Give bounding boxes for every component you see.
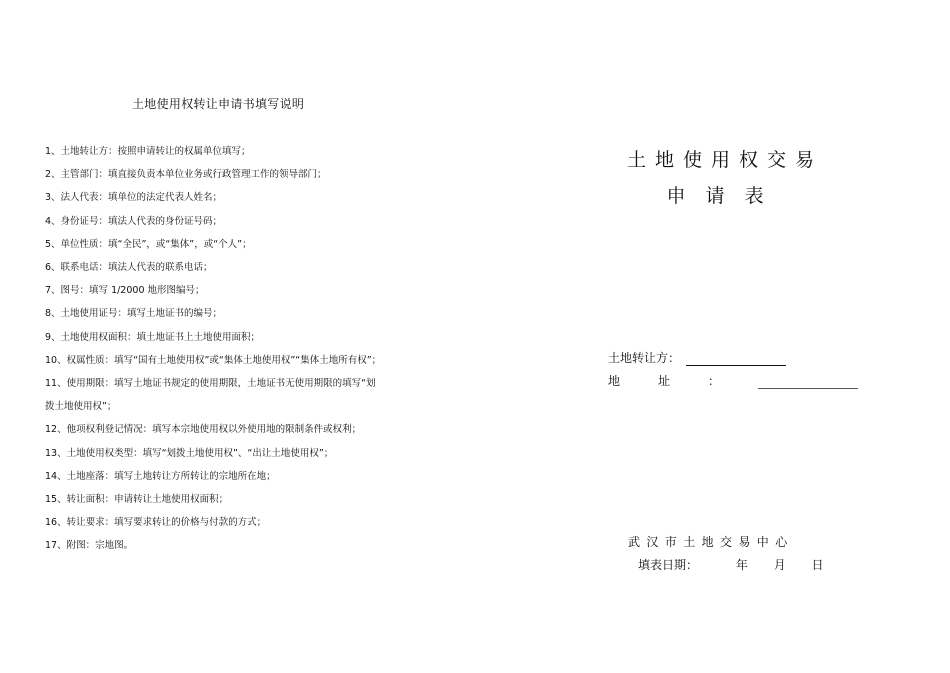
date-label: 填表日期： xyxy=(638,558,699,572)
fill-date-row xyxy=(638,556,824,573)
instruction-item: 17、附图：宗地图。 xyxy=(45,540,134,552)
instruction-item: 13、土地使用权类型：填写“划拨土地使用权”、“出让土地使用权”； xyxy=(45,447,334,459)
date-month-label: 月 xyxy=(773,558,786,572)
instruction-item: 9、土地使用权面积：填土地证书上土地使用面积； xyxy=(45,331,261,343)
instruction-item: 4、身份证号：填法人代表的身份证号码； xyxy=(45,215,223,227)
instructions-list xyxy=(45,140,445,558)
transferor-input-line[interactable] xyxy=(686,353,786,366)
issuing-organization: 武汉市土地交易中心 xyxy=(628,535,794,549)
form-title: 土地使用权交易 xyxy=(626,149,823,171)
transferor-label: 土地转让方： xyxy=(608,351,681,365)
instruction-item: 12、他项权利登记情况：填写本宗地使用权以外使用地的限制条件或权利； xyxy=(45,424,362,436)
instructions-title: 土地使用权转让申请书填写说明 xyxy=(132,97,305,111)
instruction-item: 6、联系电话：填法人代表的联系电话； xyxy=(45,262,213,274)
instruction-item: 7、图号：填写 1/2000 地形图编号； xyxy=(45,285,205,297)
instruction-item: 1、土地转让方：按照申请转让的权属单位填写； xyxy=(45,146,251,157)
address-input-line[interactable] xyxy=(758,376,858,389)
instruction-item: 3、法人代表：填单位的法定代表人姓名； xyxy=(45,192,223,204)
instruction-item: 10、权属性质：填写“国有土地使用权”或“集体土地使用权”“集体土地所有权”； xyxy=(45,354,382,366)
address-field xyxy=(608,372,858,389)
address-label: 地址： xyxy=(608,374,759,388)
instruction-item: 8、土地使用证号：填写土地证书的编号； xyxy=(45,308,223,320)
instruction-item: 11、使用期限：填写土地证书规定的使用期限，土地证书无使用期限的填写“划 xyxy=(45,378,376,390)
instruction-item-continuation: 拨土地使用权”； xyxy=(45,401,117,413)
transferor-field xyxy=(608,349,786,366)
instruction-item: 2、主管部门：填直接负责本单位业务或行政管理工作的领导部门； xyxy=(45,169,327,181)
instruction-item: 5、单位性质：填“全民”，或“集体”，或“个人”； xyxy=(45,238,252,250)
form-subtitle: 申请表 xyxy=(666,185,784,207)
instruction-item: 15、转让面积：申请转让土地使用权面积； xyxy=(45,494,229,506)
instruction-item: 16、转让要求：填写要求转让的价格与付款的方式； xyxy=(45,517,267,529)
date-year-label: 年 xyxy=(735,558,748,572)
date-day-label: 日 xyxy=(811,558,824,572)
instruction-item: 14、土地座落：填写土地转让方所转让的宗地所在地； xyxy=(45,470,276,482)
